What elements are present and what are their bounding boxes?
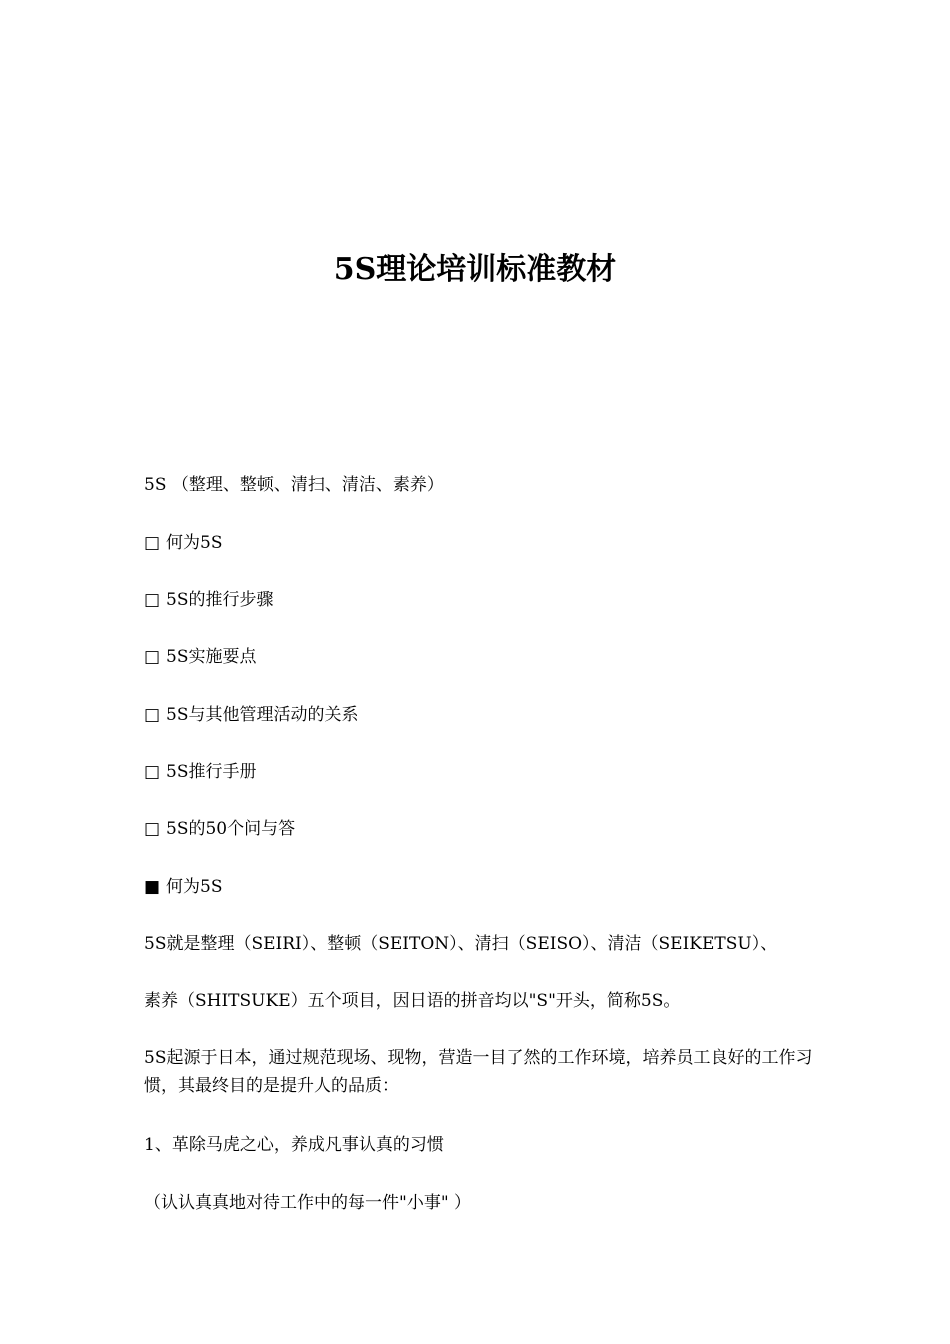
toc-item [144, 761, 256, 783]
subtitle-line: 5S （整理、整顿、清扫、清洁、素养） [144, 475, 444, 495]
origin-paragraph: 5S起源于日本，通过规范现场、现物，营造一目了然的工作环境，培养员工良好的工作习惯，其最终目的是提升人的品质： [144, 1048, 813, 1096]
toc-item [144, 646, 256, 668]
checkbox-icon: □ [144, 819, 161, 839]
toc-item-label: 5S的50个问与答 [166, 819, 296, 839]
toc-item-label: 5S实施要点 [166, 647, 257, 667]
toc-item-label: 5S的推行步骤 [166, 590, 274, 610]
toc-item-label: 何为5S [166, 533, 223, 553]
section-heading-label: 何为5S [166, 877, 223, 897]
toc-item-label: 5S推行手册 [166, 762, 257, 782]
toc-item [144, 818, 295, 840]
checkbox-icon: □ [144, 533, 161, 553]
checkbox-icon: □ [144, 647, 161, 667]
point-1: 1、革除马虎之心，养成凡事认真的习惯 [144, 1135, 444, 1155]
toc-item-label: 5S与其他管理活动的关系 [166, 705, 359, 725]
checkbox-icon: □ [144, 590, 161, 610]
definition-line-1: 5S就是整理（SEIRI）、整顿（SEITON）、清扫（SEISO）、清洁（SEIKETSU）、 [144, 934, 778, 954]
filled-square-icon: ■ [144, 877, 161, 897]
checkbox-icon: □ [144, 762, 161, 782]
toc-item [144, 704, 358, 726]
toc-item [144, 589, 273, 611]
toc-item [144, 532, 222, 554]
section-heading [144, 876, 222, 898]
checkbox-icon: □ [144, 705, 161, 725]
point-1-note: （认认真真地对待工作中的每一件"小事" ） [144, 1193, 472, 1213]
definition-line-2: 素养（SHITSUKE）五个项目，因日语的拼音均以"S"开头，简称5S。 [144, 991, 681, 1011]
document-title: 5S理论培训标准教材 [333, 252, 617, 287]
